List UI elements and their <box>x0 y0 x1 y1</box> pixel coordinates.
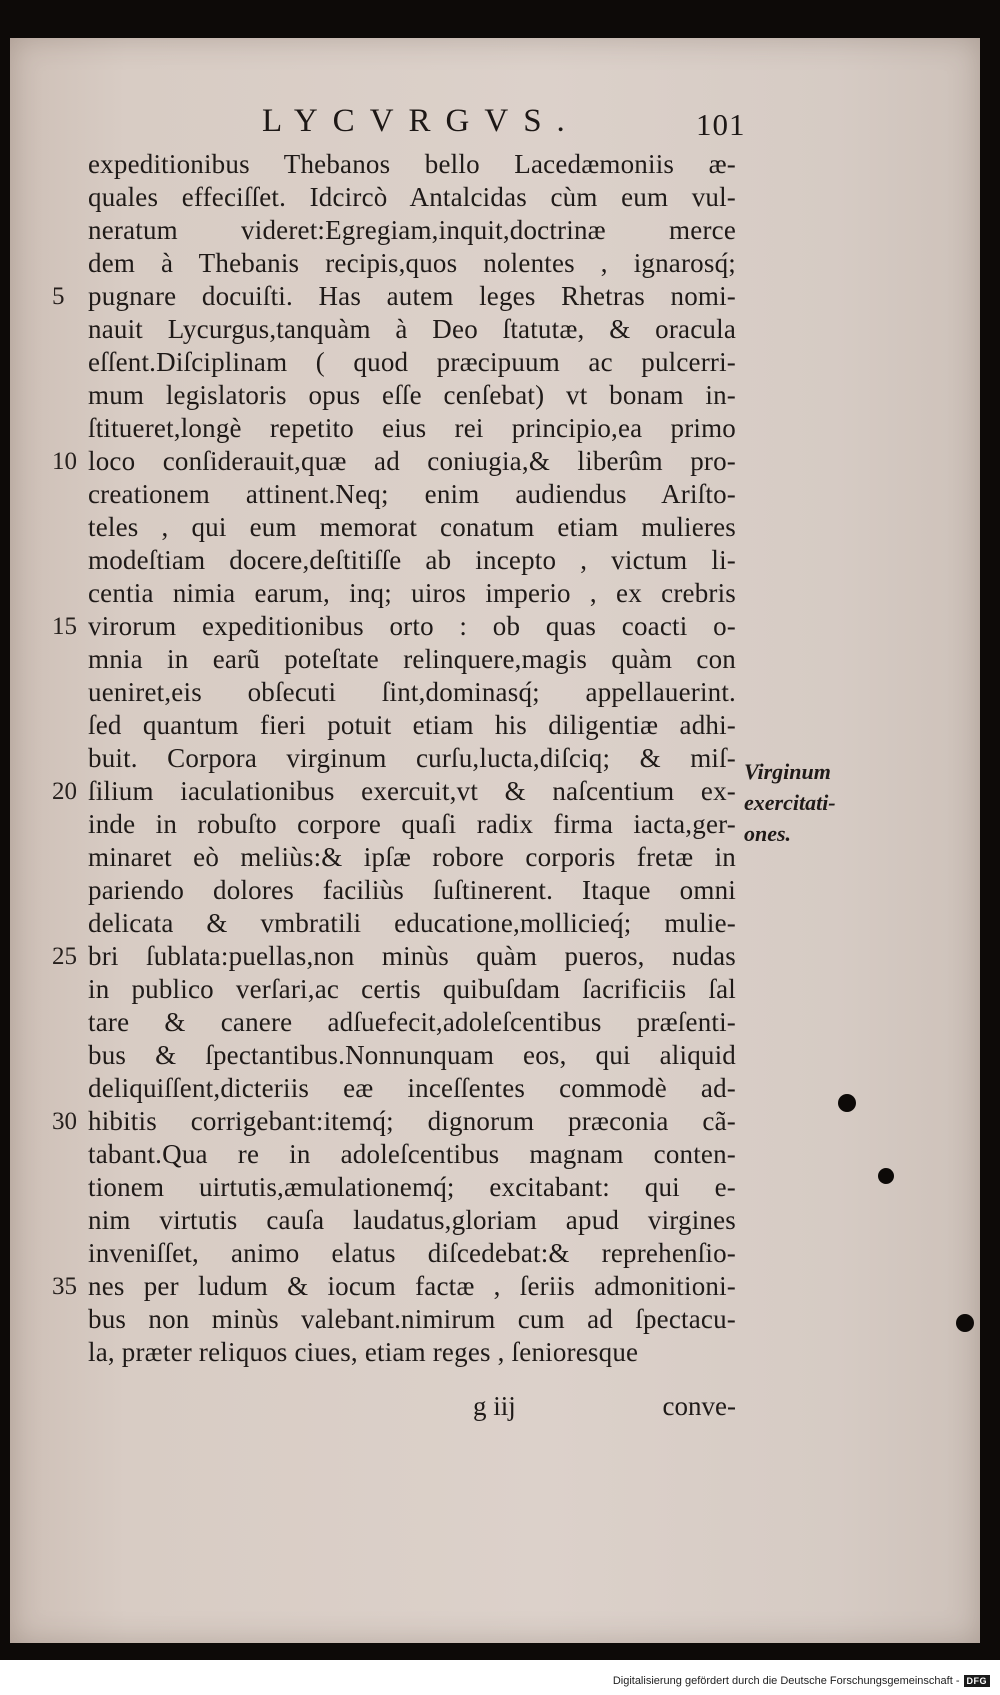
text-line: la, præter reliquos ciues, etiam reges , ſenioresque <box>88 1337 639 1367</box>
text-line: virorum expeditionibus orto : ob quas coacti o- <box>88 611 736 641</box>
text-line: creationem attinent.Neq; enim audiendus Ariſto- <box>88 479 736 509</box>
text-line: delicata & vmbratili educatione,mollicieq́; mulie- <box>88 908 736 938</box>
text-line: inveniſſet, animo elatus diſcedebat:& reprehenſio- <box>88 1238 736 1268</box>
text-line: nim virtutis cauſa laudatus,gloriam apud virgines <box>88 1205 736 1235</box>
footer-credit: Digitalisierung gefördert durch die Deutsche Forschungsgemeinschaft - <box>612 1675 960 1687</box>
text-line: pariendo dolores faciliùs ſuſtinerent. Itaque omni <box>88 875 736 905</box>
text-line: deliquiſſent,dicteriis eæ inceſſentes commodè ad- <box>88 1073 736 1103</box>
text-line: bus non minùs valebant.nimirum cum ad ſpectacu- <box>88 1304 736 1334</box>
folio-number: 101 <box>696 107 746 142</box>
text-line: in publico verſari,ac certis quibuſdam ſacrificiis ſal <box>88 974 736 1004</box>
text-line: bus & ſpectantibus.Nonnunquam eos, qui aliquid <box>88 1040 736 1070</box>
text-line: tare & canere adſuefecit,adoleſcentibus præſenti- <box>88 1007 736 1037</box>
footer <box>613 1672 990 1690</box>
text-line: inde in robuſto corpore quaſi radix firma iacta,ger- <box>88 809 736 839</box>
text-line: bri ſublata:puellas,non minùs quàm pueros, nudas <box>88 941 736 971</box>
dfg-logo: DFG <box>964 1675 991 1687</box>
text-line: minaret eò meliùs:& ipſæ robore corporis fretæ in <box>88 842 736 872</box>
text-line: mum legislatoris opus eſſe cenſebat) vt bonam in- <box>88 380 736 410</box>
line-number: 20 <box>52 778 77 805</box>
signature-mark: g iij <box>473 1391 516 1421</box>
text-line: dem à Thebanis recipis,quos nolentes , ignarosq́; <box>88 248 736 278</box>
text-line: neratum videret:Egregiam,inquit,doctrinæ merce <box>88 215 736 245</box>
ink-blot <box>878 1168 894 1184</box>
text-line: buit. Corpora virginum curſu,lucta,diſciq; & miſ- <box>88 743 736 773</box>
text-line: nes per ludum & iocum factæ , ſeriis admonitioni- <box>88 1271 736 1301</box>
text-line: ſtitueret,longè repetito eius rei principio,ea primo <box>88 413 736 443</box>
marginal-note-line: exercitati- <box>744 790 836 815</box>
text-line: teles , qui eum memorat conatum etiam mulieres <box>88 512 736 542</box>
text-line: loco conſiderauit,quæ ad coniugia,& liberûm pro- <box>88 446 736 476</box>
text-line: hibitis corrigebant:itemq́; dignorum præconia cã- <box>88 1106 736 1136</box>
text-line: ueniret,eis obſecuti ſint,dominasq́; appellauerint. <box>88 677 736 707</box>
ink-blot <box>956 1314 974 1332</box>
text-line: tabant.Qua re in adoleſcentibus magnam conten- <box>88 1139 736 1169</box>
line-number: 15 <box>52 613 77 640</box>
ink-blot <box>838 1094 856 1112</box>
text-line: mnia in earũ poteſtate relinquere,magis quàm con <box>88 644 736 674</box>
line-number: 25 <box>52 943 77 970</box>
marginal-note-line: ones. <box>744 821 792 846</box>
running-head: LYCVRGVS. <box>262 103 580 139</box>
signature-line <box>88 1390 736 1423</box>
text-line: centia nimia earum, inq; uiros imperio , ex crebris <box>88 578 736 608</box>
text-line: ſilium iaculationibus exercuit,vt & naſcentium ex- <box>88 776 736 806</box>
text-line: tionem uirtutis,æmulationemq́; excitabant: qui e- <box>88 1172 736 1202</box>
text-line: eſſent.Diſciplinam ( quod præcipuum ac pulcerri- <box>88 347 736 377</box>
catchword: conve- <box>662 1391 736 1421</box>
text-line: nauit Lycurgus,tanquàm à Deo ſtatutæ, & oracula <box>88 314 736 344</box>
line-number: 5 <box>52 283 65 310</box>
marginal-note <box>744 756 864 849</box>
text-line: pugnare docuiſti. Has autem leges Rhetras nomi- <box>88 281 736 311</box>
text-line: modeſtiam docere,deſtitiſſe ab incepto , victum li- <box>88 545 736 575</box>
line-number: 30 <box>52 1108 77 1135</box>
marginal-note-line: Virginum <box>744 759 831 784</box>
text-line: expeditionibus Thebanos bello Lacedæmoniis æ- <box>88 149 736 179</box>
line-number: 35 <box>52 1273 77 1300</box>
line-number: 10 <box>52 448 77 475</box>
text-line: quales effeciſſet. Idcircò Antalcidas cùm eum vul- <box>88 182 736 212</box>
text-line: ſed quantum fieri potuit etiam his diligentiæ adhi- <box>88 710 736 740</box>
